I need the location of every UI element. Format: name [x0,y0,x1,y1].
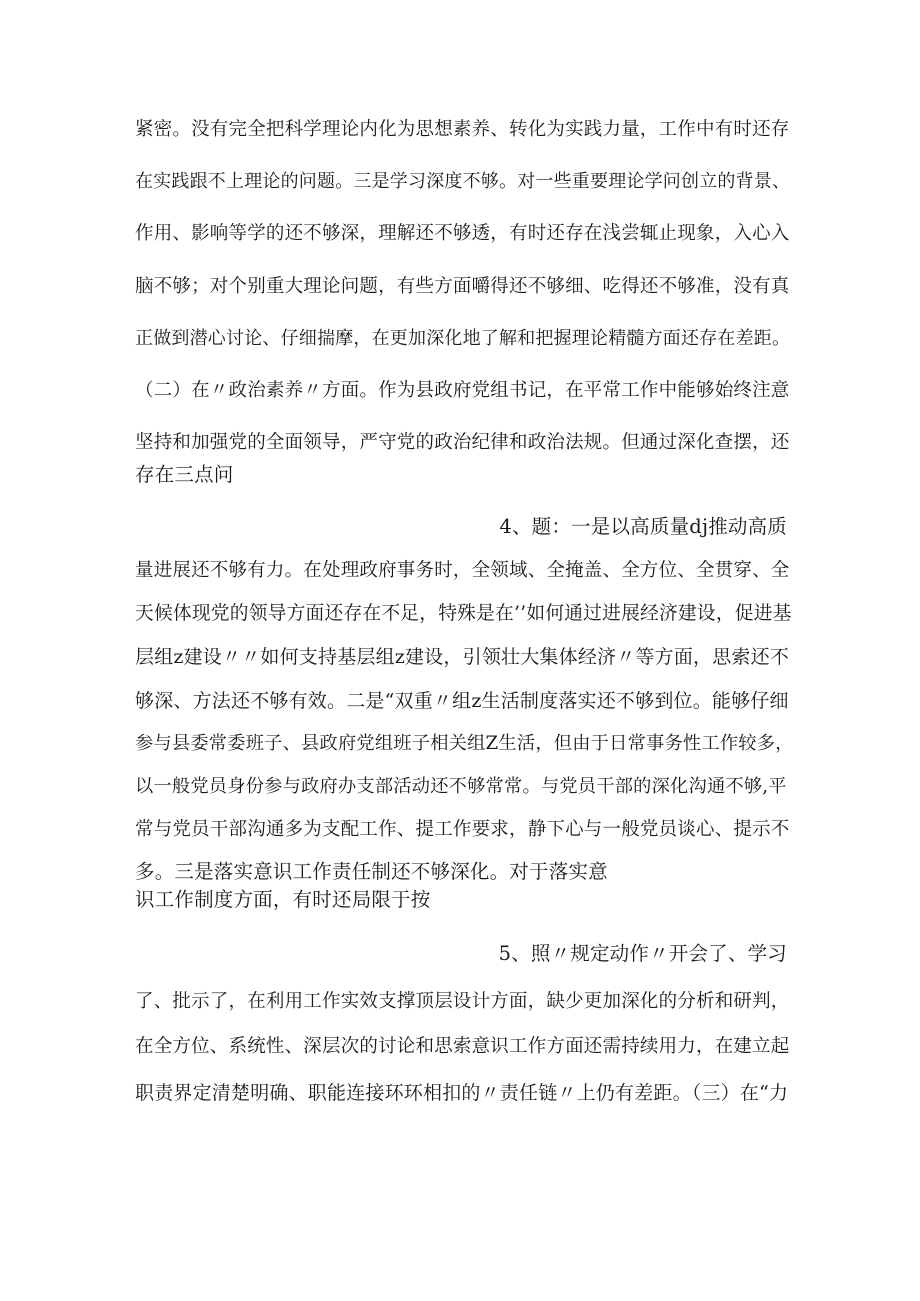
text-line: 够深、方法还不够有效。二是“双重〃组z生活制度落实还不够到位。能够仔细 [135,690,789,712]
text-line: 参与县委常委班子、县政府党组班子相关组Z生活，但由于日常事务性工作较多， [135,733,794,754]
text-line: 了、批示了，在利用工作实效支撑顶层设计方面，缺少更加深化的分析和研判， [135,991,790,1012]
numbered-line: 4、题：一是以高质量dj推动高质 [499,515,787,538]
text-line: （二）在〃政治素养〃方面。作为县政府党组书记，在平常工作中能够始终注意 [135,380,790,401]
numbered-line: 5、照〃规定动作〃开会了、学习 [498,942,787,965]
text-line: 常与党员干部沟通多为支配工作、提工作要求，静下心与一般党员谈心、提示不 [135,819,790,840]
text-line: 存在三点问 [135,463,234,486]
text-line: 作用、影响等学的还不够深，理解还不够透，有时还存在浅尝辄止现象，入心入 [135,223,790,244]
text-line: 以一般党员身份参与政府办支部活动还不够常常。与党员干部的深化沟通不够,平 [135,776,787,797]
text-line: 量进展还不够有力。在处理政府事务时，全领域、全掩盖、全方位、全贯穿、全 [135,560,790,581]
text-line: 在实践跟不上理论的问题。三是学习深度不够。对一些重要理论学问创立的背景、 [135,171,791,192]
text-line: 职责界定清楚明确、职能连接环环相扣的〃责任链〃上仍有差距。（三）在“力 [135,1082,789,1104]
text-line: 脑不够；对个别重大理论问题，有些方面嚼得还不够细、吃得还不够准，没有真 [135,276,790,297]
text-line: 正做到潜心讨论、仔细揣摩，在更加深化地了解和把握理论精髓方面还存在差距。 [135,328,791,349]
text-line: 天候体现党的领导方面还存在不足，特殊是在’’如何通过进展经济建设，促进基 [135,603,792,624]
text-line: 层组z建设〃〃如何支持基层组z建设，引领壮大集体经济〃等方面，思索还不 [135,646,790,668]
text-line: 在全方位、系统性、深层次的讨论和思索意识工作方面还需持续用力，在建立起 [135,1036,790,1057]
text-line: 紧密。没有完全把科学理论内化为思想素养、转化为实践力量，工作中有时还存 [135,119,790,140]
text-line: 多。三是落实意识工作责任制还不够深化。对于落实意 [135,860,608,883]
text-line: 坚持和加强党的全面领导，严守党的政治纪律和政治法规。但通过深化查摆，还 [135,432,790,453]
text-line: 识工作制度方面，有时还局限于按 [135,888,431,911]
